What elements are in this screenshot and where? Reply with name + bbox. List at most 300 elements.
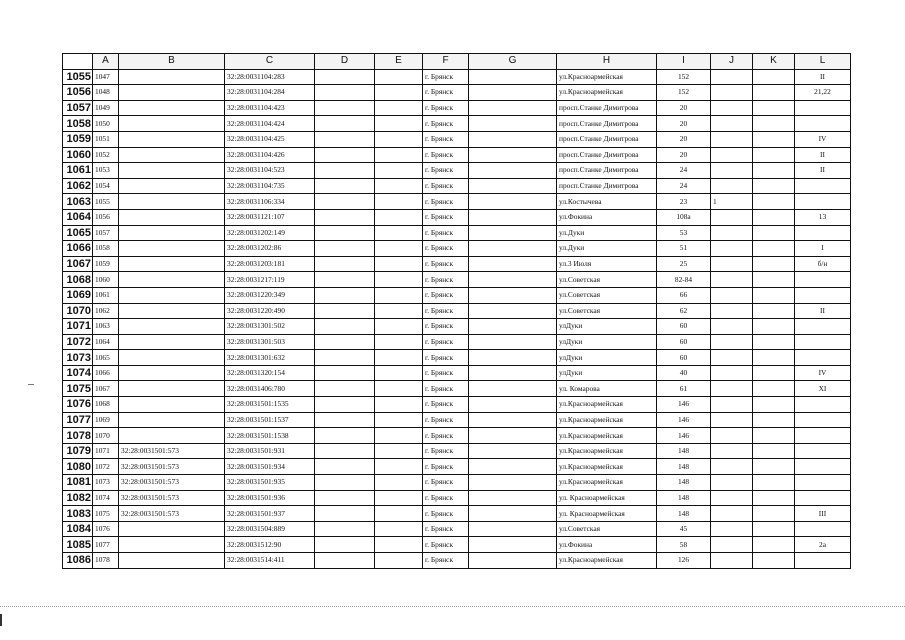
cell-g[interactable] xyxy=(469,475,557,491)
cell-h[interactable]: ул.Фокина xyxy=(557,209,657,225)
row-number[interactable]: 1067 xyxy=(63,256,93,272)
cell-i[interactable]: 62 xyxy=(657,303,711,319)
cell-h[interactable]: улДуки xyxy=(557,350,657,366)
cell-l[interactable]: II xyxy=(795,69,851,85)
cell-e[interactable] xyxy=(375,287,423,303)
cell-e[interactable] xyxy=(375,241,423,257)
cell-g[interactable] xyxy=(469,209,557,225)
cell-k[interactable] xyxy=(753,553,795,569)
cell-f[interactable]: г. Брянск xyxy=(423,459,469,475)
cell-k[interactable] xyxy=(753,163,795,179)
cell-i[interactable]: 23 xyxy=(657,194,711,210)
row-number[interactable]: 1064 xyxy=(63,209,93,225)
cell-l[interactable] xyxy=(795,475,851,491)
cell-b[interactable] xyxy=(119,350,225,366)
cell-l[interactable]: 21,22 xyxy=(795,85,851,101)
cell-g[interactable] xyxy=(469,241,557,257)
cell-k[interactable] xyxy=(753,428,795,444)
cell-k[interactable] xyxy=(753,131,795,147)
cell-k[interactable] xyxy=(753,397,795,413)
cell-h[interactable]: ул.Красноармейская xyxy=(557,443,657,459)
cell-b[interactable] xyxy=(119,428,225,444)
cell-l[interactable]: II xyxy=(795,147,851,163)
cell-g[interactable] xyxy=(469,459,557,475)
cell-k[interactable] xyxy=(753,381,795,397)
cell-f[interactable]: г. Брянск xyxy=(423,287,469,303)
cell-b[interactable] xyxy=(119,319,225,335)
cell-i[interactable]: 148 xyxy=(657,443,711,459)
cell-l[interactable] xyxy=(795,412,851,428)
column-header-b[interactable]: B xyxy=(119,54,225,70)
cell-h[interactable]: ул. Красноармейская xyxy=(557,490,657,506)
cell-i[interactable]: 58 xyxy=(657,537,711,553)
cell-i[interactable]: 60 xyxy=(657,350,711,366)
cell-j[interactable] xyxy=(711,178,753,194)
cell-a[interactable]: 1053 xyxy=(93,163,119,179)
cell-d[interactable] xyxy=(315,537,375,553)
cell-e[interactable] xyxy=(375,319,423,335)
cell-f[interactable]: г. Брянск xyxy=(423,553,469,569)
cell-e[interactable] xyxy=(375,256,423,272)
cell-e[interactable] xyxy=(375,194,423,210)
cell-j[interactable] xyxy=(711,69,753,85)
row-number[interactable]: 1062 xyxy=(63,178,93,194)
cell-k[interactable] xyxy=(753,521,795,537)
column-header-c[interactable]: C xyxy=(225,54,315,70)
row-number[interactable]: 1063 xyxy=(63,194,93,210)
cell-c[interactable]: 32:28:0031104:735 xyxy=(225,178,315,194)
cell-a[interactable]: 1067 xyxy=(93,381,119,397)
cell-f[interactable]: г. Брянск xyxy=(423,350,469,366)
cell-f[interactable]: г. Брянск xyxy=(423,334,469,350)
cell-l[interactable] xyxy=(795,350,851,366)
cell-i[interactable]: 66 xyxy=(657,287,711,303)
cell-a[interactable]: 1074 xyxy=(93,490,119,506)
cell-g[interactable] xyxy=(469,100,557,116)
cell-h[interactable]: просп.Станке Димитрова xyxy=(557,131,657,147)
cell-i[interactable]: 148 xyxy=(657,475,711,491)
cell-b[interactable] xyxy=(119,163,225,179)
cell-k[interactable] xyxy=(753,194,795,210)
cell-l[interactable] xyxy=(795,287,851,303)
cell-i[interactable]: 20 xyxy=(657,100,711,116)
cell-d[interactable] xyxy=(315,397,375,413)
cell-d[interactable] xyxy=(315,381,375,397)
cell-e[interactable] xyxy=(375,131,423,147)
cell-e[interactable] xyxy=(375,303,423,319)
cell-a[interactable]: 1062 xyxy=(93,303,119,319)
cell-g[interactable] xyxy=(469,553,557,569)
cell-c[interactable]: 32:28:0031406:780 xyxy=(225,381,315,397)
cell-h[interactable]: улДуки xyxy=(557,365,657,381)
cell-l[interactable] xyxy=(795,553,851,569)
cell-l[interactable] xyxy=(795,194,851,210)
row-number[interactable]: 1081 xyxy=(63,475,93,491)
cell-h[interactable]: улДуки xyxy=(557,334,657,350)
cell-a[interactable]: 1066 xyxy=(93,365,119,381)
cell-h[interactable]: ул.Советская xyxy=(557,272,657,288)
cell-c[interactable]: 32:28:0031501:935 xyxy=(225,475,315,491)
cell-k[interactable] xyxy=(753,272,795,288)
cell-c[interactable]: 32:28:0031220:490 xyxy=(225,303,315,319)
cell-i[interactable]: 82-84 xyxy=(657,272,711,288)
cell-f[interactable]: г. Брянск xyxy=(423,365,469,381)
cell-c[interactable]: 32:28:0031504:889 xyxy=(225,521,315,537)
cell-j[interactable] xyxy=(711,490,753,506)
corner-cell[interactable] xyxy=(63,54,93,70)
cell-k[interactable] xyxy=(753,287,795,303)
cell-g[interactable] xyxy=(469,69,557,85)
cell-c[interactable]: 32:28:0031104:284 xyxy=(225,85,315,101)
cell-k[interactable] xyxy=(753,69,795,85)
cell-f[interactable]: г. Брянск xyxy=(423,163,469,179)
cell-e[interactable] xyxy=(375,225,423,241)
cell-l[interactable]: I xyxy=(795,241,851,257)
cell-i[interactable]: 40 xyxy=(657,365,711,381)
cell-l[interactable]: б/н xyxy=(795,256,851,272)
cell-f[interactable]: г. Брянск xyxy=(423,537,469,553)
cell-h[interactable]: ул.Дуки xyxy=(557,241,657,257)
cell-c[interactable]: 32:28:0031501:1537 xyxy=(225,412,315,428)
row-number[interactable]: 1082 xyxy=(63,490,93,506)
cell-c[interactable]: 32:28:0031301:632 xyxy=(225,350,315,366)
cell-h[interactable]: просп.Станке Димитрова xyxy=(557,147,657,163)
cell-h[interactable]: ул.Красноармейская xyxy=(557,553,657,569)
cell-d[interactable] xyxy=(315,521,375,537)
cell-e[interactable] xyxy=(375,443,423,459)
cell-b[interactable] xyxy=(119,287,225,303)
cell-c[interactable]: 32:28:0031217:119 xyxy=(225,272,315,288)
cell-l[interactable] xyxy=(795,100,851,116)
cell-g[interactable] xyxy=(469,272,557,288)
cell-a[interactable]: 1071 xyxy=(93,443,119,459)
cell-b[interactable] xyxy=(119,100,225,116)
cell-c[interactable]: 32:28:0031121:107 xyxy=(225,209,315,225)
cell-f[interactable]: г. Брянск xyxy=(423,490,469,506)
row-number[interactable]: 1055 xyxy=(63,69,93,85)
row-number[interactable]: 1077 xyxy=(63,412,93,428)
row-number[interactable]: 1056 xyxy=(63,85,93,101)
cell-a[interactable]: 1052 xyxy=(93,147,119,163)
cell-f[interactable]: г. Брянск xyxy=(423,69,469,85)
cell-g[interactable] xyxy=(469,131,557,147)
cell-d[interactable] xyxy=(315,350,375,366)
cell-l[interactable] xyxy=(795,397,851,413)
cell-b[interactable]: 32:28:0031501:573 xyxy=(119,475,225,491)
cell-f[interactable]: г. Брянск xyxy=(423,256,469,272)
cell-b[interactable] xyxy=(119,272,225,288)
cell-e[interactable] xyxy=(375,116,423,132)
cell-h[interactable]: ул.Фокина xyxy=(557,537,657,553)
cell-a[interactable]: 1048 xyxy=(93,85,119,101)
cell-i[interactable]: 20 xyxy=(657,116,711,132)
cell-j[interactable] xyxy=(711,209,753,225)
cell-c[interactable]: 32:28:0031202:86 xyxy=(225,241,315,257)
cell-b[interactable] xyxy=(119,116,225,132)
cell-l[interactable]: 13 xyxy=(795,209,851,225)
cell-b[interactable] xyxy=(119,365,225,381)
cell-b[interactable]: 32:28:0031501:573 xyxy=(119,490,225,506)
cell-k[interactable] xyxy=(753,365,795,381)
cell-d[interactable] xyxy=(315,272,375,288)
cell-c[interactable]: 32:28:0031104:283 xyxy=(225,69,315,85)
cell-d[interactable] xyxy=(315,553,375,569)
cell-k[interactable] xyxy=(753,100,795,116)
row-number[interactable]: 1060 xyxy=(63,147,93,163)
row-number[interactable]: 1085 xyxy=(63,537,93,553)
cell-g[interactable] xyxy=(469,319,557,335)
cell-k[interactable] xyxy=(753,303,795,319)
cell-e[interactable] xyxy=(375,475,423,491)
cell-e[interactable] xyxy=(375,147,423,163)
cell-i[interactable]: 20 xyxy=(657,131,711,147)
cell-e[interactable] xyxy=(375,490,423,506)
cell-j[interactable] xyxy=(711,303,753,319)
cell-h[interactable]: просп.Станке Димитрова xyxy=(557,178,657,194)
row-number[interactable]: 1079 xyxy=(63,443,93,459)
cell-b[interactable] xyxy=(119,334,225,350)
cell-l[interactable] xyxy=(795,521,851,537)
cell-e[interactable] xyxy=(375,100,423,116)
cell-d[interactable] xyxy=(315,256,375,272)
cell-k[interactable] xyxy=(753,256,795,272)
cell-f[interactable]: г. Брянск xyxy=(423,85,469,101)
cell-e[interactable] xyxy=(375,428,423,444)
cell-e[interactable] xyxy=(375,381,423,397)
cell-h[interactable]: просп.Станке Димитрова xyxy=(557,100,657,116)
cell-e[interactable] xyxy=(375,397,423,413)
cell-i[interactable]: 61 xyxy=(657,381,711,397)
cell-d[interactable] xyxy=(315,225,375,241)
cell-k[interactable] xyxy=(753,443,795,459)
column-header-k[interactable]: K xyxy=(753,54,795,70)
column-header-d[interactable]: D xyxy=(315,54,375,70)
cell-d[interactable] xyxy=(315,475,375,491)
cell-k[interactable] xyxy=(753,490,795,506)
cell-l[interactable] xyxy=(795,428,851,444)
cell-b[interactable] xyxy=(119,412,225,428)
cell-a[interactable]: 1076 xyxy=(93,521,119,537)
row-number[interactable]: 1066 xyxy=(63,241,93,257)
cell-h[interactable]: ул.Красноармейская xyxy=(557,85,657,101)
cell-a[interactable]: 1055 xyxy=(93,194,119,210)
cell-g[interactable] xyxy=(469,194,557,210)
cell-f[interactable]: г. Брянск xyxy=(423,272,469,288)
cell-c[interactable]: 32:28:0031301:503 xyxy=(225,334,315,350)
cell-d[interactable] xyxy=(315,209,375,225)
cell-f[interactable]: г. Брянск xyxy=(423,397,469,413)
cell-d[interactable] xyxy=(315,100,375,116)
cell-a[interactable]: 1063 xyxy=(93,319,119,335)
cell-c[interactable]: 32:28:0031501:931 xyxy=(225,443,315,459)
cell-j[interactable] xyxy=(711,256,753,272)
cell-b[interactable] xyxy=(119,241,225,257)
cell-k[interactable] xyxy=(753,537,795,553)
column-header-g[interactable]: G xyxy=(469,54,557,70)
cell-l[interactable]: II xyxy=(795,303,851,319)
cell-h[interactable]: ул. Красноармейская xyxy=(557,506,657,522)
cell-l[interactable] xyxy=(795,334,851,350)
cell-g[interactable] xyxy=(469,116,557,132)
cell-k[interactable] xyxy=(753,116,795,132)
cell-a[interactable]: 1051 xyxy=(93,131,119,147)
cell-j[interactable] xyxy=(711,365,753,381)
cell-d[interactable] xyxy=(315,428,375,444)
cell-a[interactable]: 1056 xyxy=(93,209,119,225)
cell-g[interactable] xyxy=(469,303,557,319)
cell-h[interactable]: ул.Красноармейская xyxy=(557,397,657,413)
cell-f[interactable]: г. Брянск xyxy=(423,225,469,241)
row-number[interactable]: 1057 xyxy=(63,100,93,116)
cell-j[interactable] xyxy=(711,537,753,553)
cell-e[interactable] xyxy=(375,272,423,288)
cell-k[interactable] xyxy=(753,147,795,163)
cell-j[interactable]: 1 xyxy=(711,194,753,210)
cell-i[interactable]: 53 xyxy=(657,225,711,241)
row-number[interactable]: 1069 xyxy=(63,287,93,303)
cell-c[interactable]: 32:28:0031501:1535 xyxy=(225,397,315,413)
cell-l[interactable]: IV xyxy=(795,365,851,381)
cell-f[interactable]: г. Брянск xyxy=(423,521,469,537)
cell-d[interactable] xyxy=(315,412,375,428)
cell-j[interactable] xyxy=(711,100,753,116)
cell-d[interactable] xyxy=(315,85,375,101)
cell-a[interactable]: 1060 xyxy=(93,272,119,288)
column-header-j[interactable]: J xyxy=(711,54,753,70)
cell-b[interactable] xyxy=(119,85,225,101)
row-number[interactable]: 1083 xyxy=(63,506,93,522)
cell-e[interactable] xyxy=(375,506,423,522)
cell-c[interactable]: 32:28:0031104:423 xyxy=(225,100,315,116)
cell-h[interactable]: ул.Красноармейская xyxy=(557,475,657,491)
column-header-a[interactable]: A xyxy=(93,54,119,70)
cell-a[interactable]: 1078 xyxy=(93,553,119,569)
cell-a[interactable]: 1068 xyxy=(93,397,119,413)
cell-j[interactable] xyxy=(711,225,753,241)
cell-g[interactable] xyxy=(469,287,557,303)
cell-f[interactable]: г. Брянск xyxy=(423,381,469,397)
cell-k[interactable] xyxy=(753,209,795,225)
cell-d[interactable] xyxy=(315,287,375,303)
cell-e[interactable] xyxy=(375,163,423,179)
cell-a[interactable]: 1059 xyxy=(93,256,119,272)
cell-j[interactable] xyxy=(711,319,753,335)
cell-e[interactable] xyxy=(375,553,423,569)
cell-a[interactable]: 1064 xyxy=(93,334,119,350)
cell-l[interactable]: 2а xyxy=(795,537,851,553)
row-number[interactable]: 1084 xyxy=(63,521,93,537)
cell-d[interactable] xyxy=(315,116,375,132)
cell-b[interactable] xyxy=(119,521,225,537)
cell-c[interactable]: 32:28:0031301:502 xyxy=(225,319,315,335)
cell-j[interactable] xyxy=(711,459,753,475)
cell-g[interactable] xyxy=(469,428,557,444)
cell-l[interactable]: II xyxy=(795,163,851,179)
row-number[interactable]: 1073 xyxy=(63,350,93,366)
cell-f[interactable]: г. Брянск xyxy=(423,131,469,147)
row-number[interactable]: 1074 xyxy=(63,365,93,381)
cell-j[interactable] xyxy=(711,506,753,522)
cell-h[interactable]: ул.Советская xyxy=(557,521,657,537)
cell-h[interactable]: ул.Дуки xyxy=(557,225,657,241)
cell-d[interactable] xyxy=(315,163,375,179)
cell-d[interactable] xyxy=(315,69,375,85)
cell-g[interactable] xyxy=(469,443,557,459)
cell-h[interactable]: ул.3 Июля xyxy=(557,256,657,272)
row-number[interactable]: 1080 xyxy=(63,459,93,475)
cell-a[interactable]: 1058 xyxy=(93,241,119,257)
cell-a[interactable]: 1077 xyxy=(93,537,119,553)
cell-l[interactable] xyxy=(795,225,851,241)
cell-i[interactable]: 45 xyxy=(657,521,711,537)
cell-i[interactable]: 60 xyxy=(657,334,711,350)
cell-j[interactable] xyxy=(711,241,753,257)
cell-f[interactable]: г. Брянск xyxy=(423,412,469,428)
cell-g[interactable] xyxy=(469,412,557,428)
cell-e[interactable] xyxy=(375,350,423,366)
cell-k[interactable] xyxy=(753,459,795,475)
cell-f[interactable]: г. Брянск xyxy=(423,303,469,319)
cell-l[interactable] xyxy=(795,490,851,506)
cell-g[interactable] xyxy=(469,537,557,553)
cell-j[interactable] xyxy=(711,85,753,101)
cell-i[interactable]: 25 xyxy=(657,256,711,272)
cell-l[interactable]: III xyxy=(795,506,851,522)
cell-a[interactable]: 1057 xyxy=(93,225,119,241)
cell-j[interactable] xyxy=(711,443,753,459)
cell-i[interactable]: 148 xyxy=(657,459,711,475)
cell-a[interactable]: 1054 xyxy=(93,178,119,194)
cell-j[interactable] xyxy=(711,381,753,397)
cell-c[interactable]: 32:28:0031220:349 xyxy=(225,287,315,303)
cell-i[interactable]: 146 xyxy=(657,412,711,428)
cell-i[interactable]: 148 xyxy=(657,506,711,522)
cell-c[interactable]: 32:28:0031514:411 xyxy=(225,553,315,569)
cell-g[interactable] xyxy=(469,85,557,101)
cell-l[interactable] xyxy=(795,116,851,132)
cell-k[interactable] xyxy=(753,241,795,257)
cell-b[interactable] xyxy=(119,131,225,147)
cell-f[interactable]: г. Брянск xyxy=(423,100,469,116)
row-number[interactable]: 1086 xyxy=(63,553,93,569)
cell-f[interactable]: г. Брянск xyxy=(423,147,469,163)
cell-b[interactable] xyxy=(119,69,225,85)
cell-e[interactable] xyxy=(375,85,423,101)
cell-b[interactable] xyxy=(119,303,225,319)
cell-i[interactable]: 146 xyxy=(657,428,711,444)
cell-i[interactable]: 51 xyxy=(657,241,711,257)
cell-h[interactable]: ул.Красноармейская xyxy=(557,69,657,85)
cell-a[interactable]: 1070 xyxy=(93,428,119,444)
cell-a[interactable]: 1072 xyxy=(93,459,119,475)
cell-j[interactable] xyxy=(711,272,753,288)
cell-h[interactable]: ул.Красноармейская xyxy=(557,459,657,475)
cell-d[interactable] xyxy=(315,178,375,194)
row-number[interactable]: 1072 xyxy=(63,334,93,350)
cell-g[interactable] xyxy=(469,147,557,163)
cell-g[interactable] xyxy=(469,506,557,522)
cell-j[interactable] xyxy=(711,350,753,366)
cell-h[interactable]: ул.Красноармейская xyxy=(557,412,657,428)
cell-k[interactable] xyxy=(753,334,795,350)
row-number[interactable]: 1078 xyxy=(63,428,93,444)
cell-k[interactable] xyxy=(753,225,795,241)
row-number[interactable]: 1059 xyxy=(63,131,93,147)
cell-g[interactable] xyxy=(469,490,557,506)
row-number[interactable]: 1058 xyxy=(63,116,93,132)
cell-i[interactable]: 146 xyxy=(657,397,711,413)
cell-j[interactable] xyxy=(711,147,753,163)
